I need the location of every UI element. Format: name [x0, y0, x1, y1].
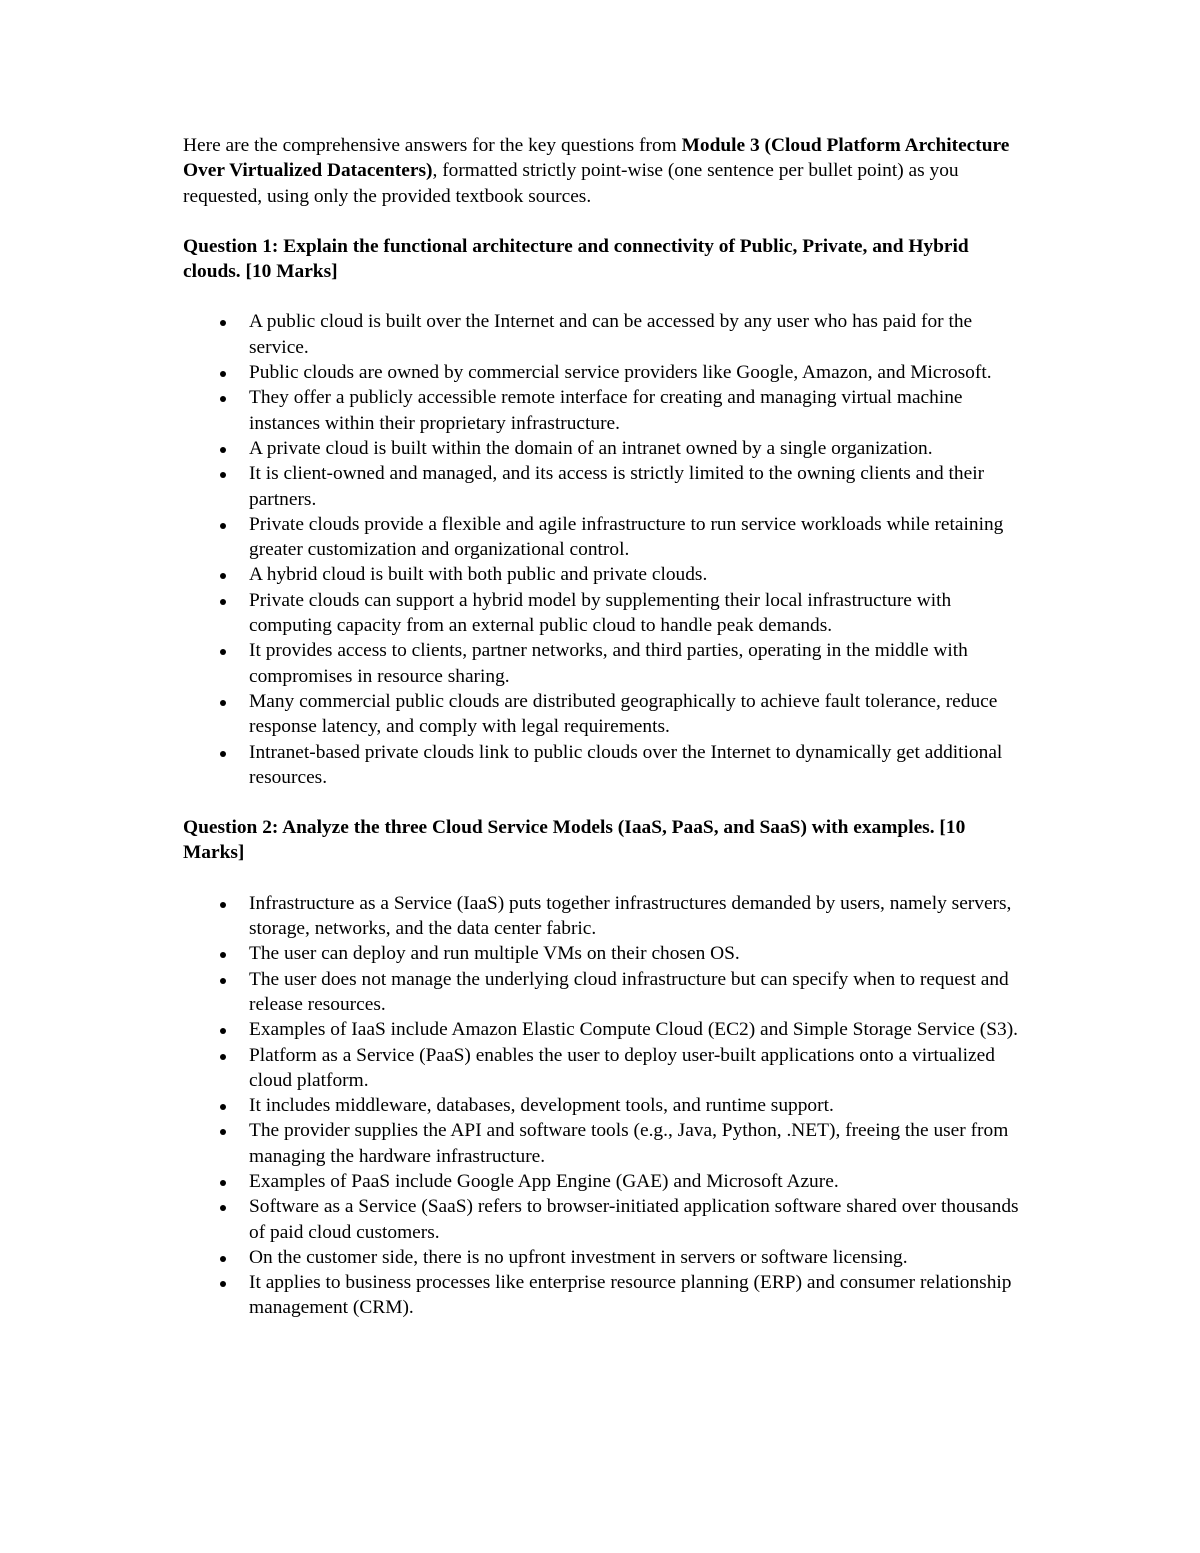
- list-item: [183, 638, 1023, 689]
- bullet-icon: [220, 447, 226, 453]
- question-1-heading: Question 1: Explain the functional architecture and connectivity of Public, Private, and Hybrid clouds. [10 Marks]: [183, 235, 969, 283]
- intro-module-title: Module 3 (Cloud Platform Architecture Over Virtualized Datacenters): [183, 135, 1010, 182]
- list-item: [183, 1194, 1023, 1245]
- bullet-icon: [220, 978, 226, 984]
- document-body: [183, 133, 1023, 1321]
- list-item: [183, 1093, 1023, 1118]
- intro-paragraph: [183, 133, 1023, 209]
- bullet-icon: [220, 523, 226, 529]
- bullet-text: It includes middleware, databases, development tools, and runtime support.: [249, 1095, 834, 1117]
- question-2-heading: Question 2: Analyze the three Cloud Service Models (IaaS, PaaS, and SaaS) with examples. [10 Marks]: [183, 817, 966, 864]
- bullet-text: A private cloud is built within the domain of an intranet owned by a single organization.: [249, 437, 933, 459]
- bullet-text: A public cloud is built over the Internet and can be accessed by any user who has paid for the service.: [249, 311, 973, 358]
- bullet-icon: [220, 1256, 226, 1262]
- list-item: [183, 967, 1023, 1018]
- bullet-icon: [220, 1129, 226, 1135]
- bullet-text: They offer a publicly accessible remote interface for creating and managing virtual machine instances within their proprietary infrastructure.: [249, 387, 963, 434]
- list-item: [183, 360, 1023, 385]
- bullet-text: A hybrid cloud is built with both public and private clouds.: [249, 564, 708, 586]
- bullet-icon: [220, 1205, 226, 1211]
- list-item: [183, 1245, 1023, 1270]
- list-item: [183, 740, 1023, 791]
- bullet-text: Private clouds provide a flexible and agile infrastructure to run service workloads while retaining greater customization and organizational control.: [249, 513, 1004, 561]
- bullet-text: Examples of IaaS include Amazon Elastic Compute Cloud (EC2) and Simple Storage Service (S3).: [249, 1019, 1018, 1041]
- bullet-text: Private clouds can support a hybrid model by supplementing their local infrastructure with computing capacity from an external public cloud to handle peak demands.: [249, 589, 952, 637]
- intro-text-start: Here are the comprehensive answers for the key questions from: [183, 135, 682, 156]
- list-item: [183, 1043, 1023, 1094]
- question-1-section: [183, 234, 1023, 790]
- bullet-text: It applies to business processes like enterprise resource planning (ERP) and consumer relationship management (CRM).: [249, 1272, 1012, 1319]
- intro-text-end: , formatted strictly point-wise (one sentence per bullet point) as you requested, using only the provided textbook sources.: [183, 160, 959, 207]
- list-item: [183, 588, 1023, 639]
- bullet-text: On the customer side, there is no upfront investment in servers or software licensing.: [249, 1246, 908, 1268]
- list-item: [183, 689, 1023, 740]
- list-item: [183, 461, 1023, 512]
- bullet-icon: [220, 573, 226, 579]
- bullet-text: Intranet-based private clouds link to public clouds over the Internet to dynamically get additional resources.: [249, 741, 1003, 788]
- bullet-icon: [220, 902, 226, 908]
- bullet-icon: [220, 1028, 226, 1034]
- bullet-text: Software as a Service (SaaS) refers to browser-initiated application software shared over thousands of paid cloud customers.: [249, 1196, 1019, 1243]
- question-2-section: [183, 815, 1023, 1321]
- bullet-text: Public clouds are owned by commercial service providers like Google, Amazon, and Microsoft.: [249, 362, 992, 384]
- bullet-text: It provides access to clients, partner networks, and third parties, operating in the middle with compromises in resource sharing.: [249, 640, 968, 687]
- list-item: [183, 1118, 1023, 1169]
- question-2-bullet-list: [183, 891, 1023, 1321]
- bullet-text: Infrastructure as a Service (IaaS) puts together infrastructures demanded by users, namely servers, storage, networks, and the data center fabric.: [249, 892, 1012, 940]
- bullet-text: Platform as a Service (PaaS) enables the user to deploy user-built applications onto a virtualized cloud platform.: [249, 1044, 995, 1091]
- bullet-text: The provider supplies the API and software tools (e.g., Java, Python, .NET), freeing the user from managing the hardware infrastructure.: [249, 1120, 1009, 1167]
- list-item: [183, 1169, 1023, 1194]
- list-item: [183, 941, 1023, 966]
- list-item: [183, 512, 1023, 563]
- bullet-icon: [220, 700, 226, 706]
- bullet-icon: [220, 472, 226, 478]
- bullet-icon: [220, 371, 226, 377]
- list-item: [183, 891, 1023, 942]
- list-item: [183, 1270, 1023, 1321]
- list-item: [183, 562, 1023, 587]
- bullet-text: Examples of PaaS include Google App Engine (GAE) and Microsoft Azure.: [249, 1170, 839, 1192]
- list-item: [183, 309, 1023, 360]
- bullet-text: The user does not manage the underlying cloud infrastructure but can specify when to request and release resources.: [249, 968, 1009, 1015]
- bullet-icon: [220, 751, 226, 757]
- list-item: [183, 385, 1023, 436]
- bullet-icon: [220, 320, 226, 326]
- list-item: [183, 436, 1023, 461]
- bullet-icon: [220, 1054, 226, 1060]
- bullet-icon: [220, 1281, 226, 1287]
- question-1-bullet-list: [183, 309, 1023, 790]
- bullet-icon: [220, 952, 226, 958]
- bullet-icon: [220, 649, 226, 655]
- bullet-text: The user can deploy and run multiple VMs on their chosen OS.: [249, 943, 740, 965]
- bullet-icon: [220, 1104, 226, 1110]
- bullet-text: It is client-owned and managed, and its access is strictly limited to the owning clients and their partners.: [249, 463, 985, 510]
- bullet-icon: [220, 599, 226, 605]
- bullet-icon: [220, 396, 226, 402]
- bullet-icon: [220, 1180, 226, 1186]
- bullet-text: Many commercial public clouds are distributed geographically to achieve fault tolerance, reduce response latency, and comply with legal requirements.: [249, 690, 998, 738]
- list-item: [183, 1017, 1023, 1042]
